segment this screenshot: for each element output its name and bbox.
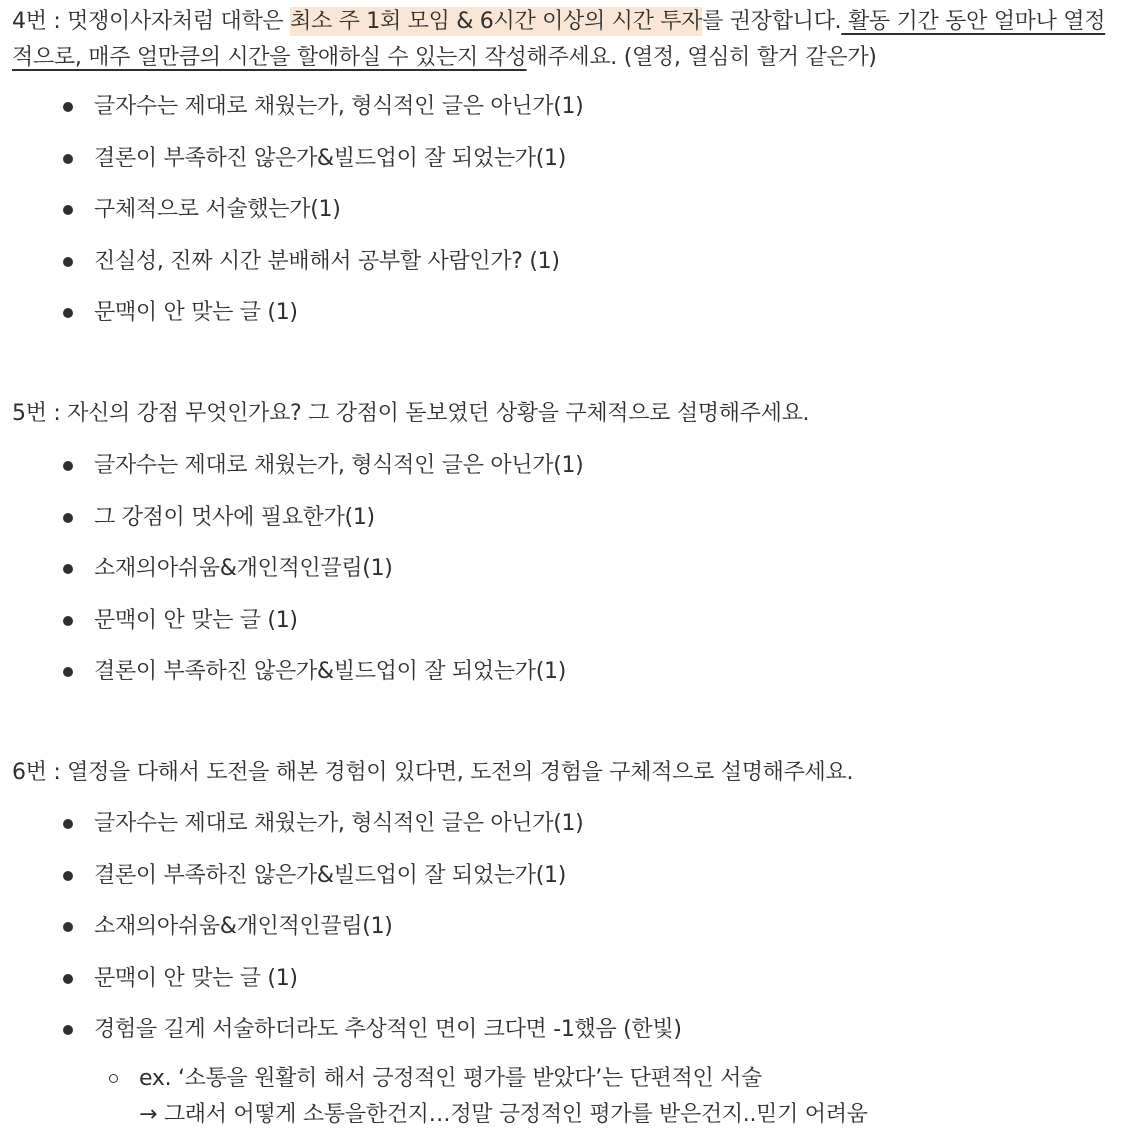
list-item (0, 603, 1134, 655)
question-4-mid: 를 권장합니다. (702, 9, 842, 34)
list-item (0, 500, 1134, 552)
bullet-dot-icon (63, 974, 73, 984)
list-item (0, 961, 1134, 1013)
criteria-text: 문맥이 안 맞는 글 (1) (94, 965, 298, 991)
list-item (0, 551, 1134, 603)
question-6-title: 6번 : 열정을 다해서 도전을 해본 경험이 있다면, 도전의 경험을 구체적으로 설명해주세요. (12, 760, 854, 785)
question-5-title: 5번 : 자신의 강점 무엇인가요? 그 강점이 돋보였던 상황을 구체적으로 설명해주세요. (12, 401, 810, 426)
bullet-dot-icon (63, 564, 73, 574)
bullet-dot-icon (63, 616, 73, 626)
criteria-text: 결론이 부족하진 않은가&빌드업이 잘 되었는가(1) (94, 145, 566, 171)
question-4-tail: 해주세요. (열정, 열심히 할거 같은가) (526, 45, 877, 70)
question-6-sub-list (0, 1061, 1134, 1133)
bullet-dot-icon (63, 667, 73, 677)
hollow-bullet-icon (109, 1074, 118, 1083)
bullet-dot-icon (63, 102, 73, 112)
list-item (0, 448, 1134, 500)
question-6-criteria-list (0, 806, 1134, 1064)
criteria-text: 결론이 부족하진 않은가&빌드업이 잘 되었는가(1) (94, 862, 566, 888)
criteria-text: 그 강점이 멋사에 필요한가(1) (94, 504, 375, 530)
list-item (0, 192, 1134, 244)
question-4-highlight: 최소 주 1회 모임 & 6시간 이상의 시간 투자 (290, 9, 703, 34)
bullet-dot-icon (63, 308, 73, 318)
criteria-text: 글자수는 제대로 채웠는가, 형식적인 글은 아닌가(1) (94, 453, 584, 478)
criteria-text: 구체적으로 서술했는가(1) (94, 197, 341, 222)
list-item (0, 909, 1134, 961)
bullet-dot-icon (63, 154, 73, 164)
question-4-criteria-list (0, 89, 1134, 347)
question-5-criteria-list (0, 448, 1134, 706)
list-item (0, 654, 1134, 706)
criteria-text: 글자수는 제대로 채웠는가, 형식적인 글은 아닌가(1) (94, 811, 584, 836)
list-item (0, 89, 1134, 141)
criteria-text: 글자수는 제대로 채웠는가, 형식적인 글은 아닌가(1) (94, 94, 584, 119)
list-item (0, 295, 1134, 347)
criteria-text: 문맥이 안 맞는 글 (1) (94, 300, 298, 325)
bullet-dot-icon (63, 1025, 73, 1035)
list-item (0, 141, 1134, 193)
criteria-text: 소재의아쉬움&개인적인끌림(1) (94, 556, 393, 581)
bullet-dot-icon (63, 819, 73, 829)
list-item (0, 244, 1134, 296)
criteria-text: 진실성, 진짜 시간 분배해서 공부할 사람인가? (1) (94, 248, 560, 274)
criteria-text: 문맥이 안 맞는 글 (1) (94, 607, 298, 633)
bullet-dot-icon (63, 922, 73, 932)
sub-note-line-2: → 그래서 어떻게 소통을한건지…정말 긍정적인 평가를 받은건지..믿기 어려움 (139, 1102, 868, 1127)
list-item (0, 858, 1134, 910)
question-4-underlined: 활동 기간 동안 얼마나 열정적으로, 매주 얼만큼의 시간을 할애하실 수 있는지 작성 (12, 9, 1106, 70)
sub-note-line-1: ex. ‘소통을 원활히 해서 긍정적인 평가를 받았다’는 단편적인 서술 (139, 1066, 762, 1091)
list-item (0, 806, 1134, 858)
criteria-text: 결론이 부족하진 않은가&빌드업이 잘 되었는가(1) (94, 659, 566, 684)
bullet-dot-icon (63, 871, 73, 881)
bullet-dot-icon (63, 257, 73, 267)
criteria-text: 경험을 길게 서술하더라도 추상적인 면이 크다면 -1했음 (한빛) (94, 1017, 682, 1042)
sub-list-item (0, 1061, 1134, 1133)
criteria-text: 소재의아쉬움&개인적인끌림(1) (94, 914, 393, 939)
list-item (0, 1012, 1134, 1064)
question-4-title (12, 4, 1124, 76)
bullet-dot-icon (63, 205, 73, 215)
question-4-intro: 4번 : 멋쟁이사자처럼 대학은 (12, 9, 291, 34)
bullet-dot-icon (63, 513, 73, 523)
bullet-dot-icon (63, 461, 73, 471)
